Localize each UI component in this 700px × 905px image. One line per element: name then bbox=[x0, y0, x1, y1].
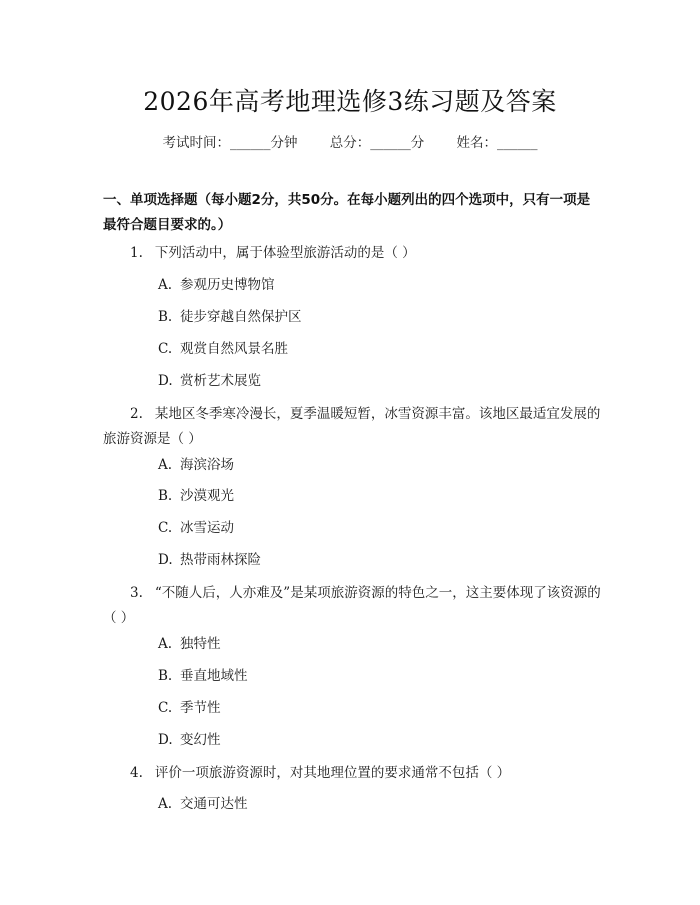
question-3-option-c bbox=[158, 698, 221, 718]
option-letter: C. bbox=[158, 341, 173, 357]
page-title: 2026年高考地理选修3练习题及答案 bbox=[143, 87, 557, 116]
option-text: 垂直地域性 bbox=[180, 668, 248, 684]
question-1-option-c bbox=[158, 339, 288, 359]
name-field: 姓名：______ bbox=[456, 135, 538, 151]
option-text: 冰雪运动 bbox=[180, 520, 234, 536]
option-text: 徒步穿越自然保护区 bbox=[180, 309, 302, 325]
question-2-option-b bbox=[158, 486, 234, 506]
option-text: 热带雨林探险 bbox=[180, 552, 261, 568]
question-number: 3. bbox=[130, 585, 143, 601]
option-text: 季节性 bbox=[180, 700, 221, 716]
option-letter: A. bbox=[158, 277, 173, 293]
option-letter: B. bbox=[158, 488, 173, 504]
option-text: 交通可达性 bbox=[180, 796, 248, 812]
question-3-option-b bbox=[158, 666, 248, 686]
question-1-option-b bbox=[158, 307, 302, 327]
option-letter: C. bbox=[158, 520, 173, 536]
option-letter: D. bbox=[158, 552, 173, 568]
option-text: 独特性 bbox=[180, 636, 221, 652]
total-score-field: 总分：______分 bbox=[329, 135, 425, 151]
option-letter: D. bbox=[158, 732, 173, 748]
question-4 bbox=[103, 761, 603, 786]
option-text: 海滨浴场 bbox=[180, 457, 234, 473]
question-text: 下列活动中，属于体验型旅游活动的是（ ） bbox=[154, 245, 416, 261]
question-1 bbox=[103, 241, 603, 266]
option-letter: D. bbox=[158, 373, 173, 389]
question-number: 4. bbox=[130, 765, 143, 781]
question-2-option-c bbox=[158, 518, 234, 538]
question-3 bbox=[103, 581, 603, 631]
exam-time-field: 考试时间：______分钟 bbox=[162, 135, 298, 151]
question-3-option-a bbox=[158, 634, 221, 654]
question-number: 2. bbox=[130, 406, 143, 422]
option-letter: A. bbox=[158, 796, 173, 812]
option-text: 变幻性 bbox=[180, 732, 221, 748]
option-text: 观赏自然风景名胜 bbox=[180, 341, 288, 357]
question-3-option-d bbox=[158, 730, 221, 750]
option-letter: A. bbox=[158, 636, 173, 652]
question-text: 某地区冬季寒冷漫长，夏季温暖短暂，冰雪资源丰富。该地区最适宜发展的旅游资源是（ ） bbox=[103, 406, 601, 447]
question-text: “不随人后，人亦难及”是某项旅游资源的特色之一，这主要体现了该资源的（ ） bbox=[103, 585, 601, 626]
exam-meta bbox=[0, 131, 700, 151]
option-text: 沙漠观光 bbox=[180, 488, 234, 504]
option-letter: B. bbox=[158, 309, 173, 325]
question-text: 评价一项旅游资源时，对其地理位置的要求通常不包括（ ） bbox=[154, 765, 511, 781]
question-1-option-a bbox=[158, 275, 275, 295]
question-1-option-d bbox=[158, 371, 261, 391]
question-2-option-d bbox=[158, 550, 261, 570]
option-letter: B. bbox=[158, 668, 173, 684]
option-text: 参观历史博物馆 bbox=[180, 277, 275, 293]
section-heading: 一、单项选择题（每小题2分，共50分。在每小题列出的四个选项中，只有一项是最符合题目要求的。） bbox=[103, 192, 591, 233]
question-2 bbox=[103, 402, 603, 452]
question-2-option-a bbox=[158, 455, 234, 475]
question-4-option-a bbox=[158, 794, 248, 814]
option-letter: C. bbox=[158, 700, 173, 716]
question-number: 1. bbox=[130, 245, 143, 261]
option-text: 赏析艺术展览 bbox=[180, 373, 261, 389]
option-letter: A. bbox=[158, 457, 173, 473]
